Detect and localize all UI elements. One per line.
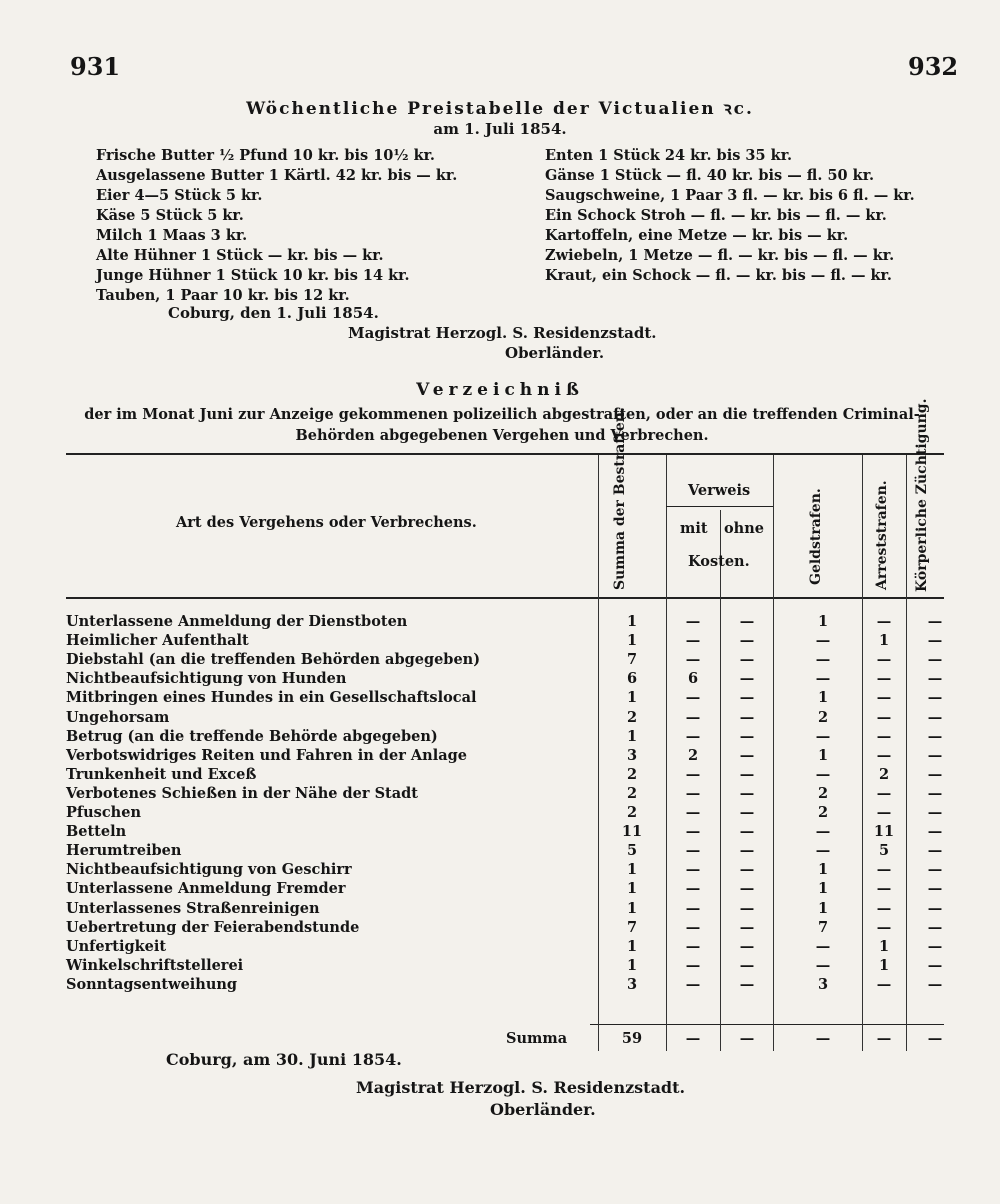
offense-name: Pfuschen xyxy=(66,804,141,821)
cell-geld: 1 xyxy=(817,613,829,630)
table-row xyxy=(66,861,946,880)
cell-geld: 3 xyxy=(817,975,829,993)
cell-ohne: — xyxy=(739,899,755,917)
offense-name: Verbotenes Schießen in der Nähe der Stadt xyxy=(66,784,418,802)
price-item: Frische Butter ½ Pfund 10 kr. bis 10½ kr. xyxy=(96,147,435,164)
table-row xyxy=(66,651,946,670)
verweis-rule xyxy=(666,506,773,507)
price-table-title: Wöchentliche Preistabelle der Victualien ꝛc. xyxy=(246,99,754,119)
offense-name: Ungehorsam xyxy=(66,708,170,726)
cell-ohne: — xyxy=(739,918,755,936)
table-row xyxy=(66,785,946,804)
offense-name: Winkelschriftstellerei xyxy=(66,956,244,974)
price-item: Kraut, ein Schock — fl. — kr. bis — fl. — kr. xyxy=(545,267,892,284)
cell-ohne: — xyxy=(739,632,755,650)
cell-mit: — xyxy=(685,937,701,955)
cell-summa: 1 xyxy=(626,727,638,745)
cell-arrest: — xyxy=(876,708,892,726)
cell-geld: — xyxy=(815,651,831,669)
price-item: Junge Hühner 1 Stück 10 kr. bis 14 kr. xyxy=(96,267,410,284)
cell-summa: 3 xyxy=(626,975,638,993)
summa-dash: — xyxy=(927,1030,943,1047)
table-summa-rule xyxy=(590,1024,944,1025)
cell-geld: — xyxy=(815,937,831,955)
summa-dash: — xyxy=(815,1030,831,1047)
cell-ohne: — xyxy=(739,823,755,841)
closing-signer: Oberländer. xyxy=(490,1100,596,1119)
price-item: Saugschweine, 1 Paar 3 fl. — kr. bis 6 fl. — kr. xyxy=(545,187,915,204)
cell-geld: — xyxy=(815,956,831,974)
col-header-kosten: Kosten. xyxy=(688,553,750,570)
cell-koerper: — xyxy=(927,784,943,802)
cell-koerper: — xyxy=(927,804,943,821)
price-item: Zwiebeln, 1 Metze — fl. — kr. bis — fl. — kr. xyxy=(545,247,895,264)
offense-name: Betrug (an die treffende Behörde abgegeben) xyxy=(66,727,438,745)
table-row xyxy=(66,957,946,976)
cell-summa: 2 xyxy=(626,765,638,783)
cell-arrest: 1 xyxy=(878,956,890,974)
cell-arrest: — xyxy=(876,670,892,688)
cell-mit: — xyxy=(685,899,701,917)
table-row xyxy=(66,823,946,842)
cell-arrest: 1 xyxy=(878,937,890,955)
col-header-arrest: Arreststrafen. xyxy=(874,480,890,590)
cell-geld: 7 xyxy=(817,918,829,936)
verzeichniss-title: Verzeichniß xyxy=(416,380,584,400)
offense-name: Nichtbeaufsichtigung von Hunden xyxy=(66,670,347,688)
cell-mit: — xyxy=(685,861,701,879)
cell-mit: — xyxy=(685,689,701,707)
cell-geld: 2 xyxy=(817,804,829,821)
price-item: Ein Schock Stroh — fl. — kr. bis — fl. — kr. xyxy=(545,207,887,224)
closing-authority: Magistrat Herzogl. S. Residenzstadt. xyxy=(356,1078,686,1097)
cell-summa: 1 xyxy=(626,880,638,898)
cell-ohne: — xyxy=(739,651,755,669)
table-row xyxy=(66,670,946,689)
cell-ohne: — xyxy=(739,937,755,955)
price-table-date: am 1. Juli 1854. xyxy=(433,120,567,138)
price-list-right xyxy=(545,146,915,286)
price-signer: Oberländer. xyxy=(505,344,605,362)
table-row xyxy=(66,880,946,899)
cell-ohne: — xyxy=(739,689,755,707)
cell-ohne: — xyxy=(739,975,755,993)
cell-koerper: — xyxy=(927,765,943,783)
cell-summa: 1 xyxy=(626,632,638,650)
cell-summa: 7 xyxy=(626,918,638,936)
cell-koerper: — xyxy=(927,727,943,745)
cell-arrest: — xyxy=(876,746,892,764)
price-list-left xyxy=(96,146,457,306)
cell-mit: — xyxy=(685,765,701,783)
summa-row xyxy=(66,1030,946,1052)
price-item: Eier 4—5 Stück 5 kr. xyxy=(96,187,263,204)
table-row xyxy=(66,728,946,747)
table-header-rule xyxy=(66,597,944,599)
cell-geld: 1 xyxy=(817,861,829,879)
offense-name: Diebstahl (an die treffenden Behörden abgegeben) xyxy=(66,651,481,669)
cell-ohne: — xyxy=(739,861,755,879)
summa-dash: — xyxy=(739,1030,755,1047)
summa-dash: — xyxy=(685,1030,701,1047)
cell-geld: — xyxy=(815,727,831,745)
table-row xyxy=(66,632,946,651)
cell-koerper: — xyxy=(927,651,943,669)
cell-koerper: — xyxy=(927,937,943,955)
cell-summa: 5 xyxy=(626,842,638,860)
cell-geld: 2 xyxy=(817,708,829,726)
cell-mit: — xyxy=(685,956,701,974)
cell-summa: 3 xyxy=(626,746,638,764)
cell-mit: 2 xyxy=(687,746,699,764)
col-header-mit: mit xyxy=(680,520,708,537)
cell-summa: 1 xyxy=(626,613,638,630)
offense-name: Unterlassenes Straßenreinigen xyxy=(66,899,320,917)
cell-summa: 1 xyxy=(626,689,638,707)
cell-koerper: — xyxy=(927,975,943,993)
price-item: Tauben, 1 Paar 10 kr. bis 12 kr. xyxy=(96,287,350,304)
table-row xyxy=(66,689,946,708)
cell-arrest: — xyxy=(876,975,892,993)
summa-value: 59 xyxy=(621,1030,643,1047)
offense-name: Nichtbeaufsichtigung von Geschirr xyxy=(66,861,352,879)
page-number-left: 931 xyxy=(70,52,121,81)
table-row xyxy=(66,976,946,995)
table-row xyxy=(66,938,946,957)
cell-geld: — xyxy=(815,823,831,841)
cell-mit: — xyxy=(685,804,701,821)
cell-ohne: — xyxy=(739,746,755,764)
cell-arrest: — xyxy=(876,689,892,707)
table-row xyxy=(66,766,946,785)
cell-summa: 2 xyxy=(626,784,638,802)
offense-name: Herumtreiben xyxy=(66,842,182,860)
cell-summa: 11 xyxy=(621,823,643,841)
table-row xyxy=(66,747,946,766)
price-item: Milch 1 Maas 3 kr. xyxy=(96,227,248,244)
cell-summa: 2 xyxy=(626,804,638,821)
cell-koerper: — xyxy=(927,670,943,688)
cell-arrest: 11 xyxy=(873,823,895,841)
price-item: Gänse 1 Stück — fl. 40 kr. bis — fl. 50 kr. xyxy=(545,167,875,184)
table-row xyxy=(66,842,946,861)
cell-mit: — xyxy=(685,784,701,802)
cell-ohne: — xyxy=(739,727,755,745)
cell-ohne: — xyxy=(739,708,755,726)
cell-summa: 1 xyxy=(626,899,638,917)
verzeichniss-description: der im Monat Juni zur Anzeige gekommenen polizeilich abgestraften, oder an die treffenden Criminal-Behörden abgegebenen Vergehen und Verbrechen. xyxy=(84,406,920,444)
offense-name: Trunkenheit und Exceß xyxy=(66,765,257,783)
cell-mit: — xyxy=(685,823,701,841)
price-place-date: Coburg, den 1. Juli 1854. xyxy=(168,304,379,322)
cell-arrest: — xyxy=(876,651,892,669)
cell-koerper: — xyxy=(927,689,943,707)
cell-koerper: — xyxy=(927,746,943,764)
col-header-geld: Geldstrafen. xyxy=(808,488,824,585)
cell-mit: — xyxy=(685,842,701,860)
offense-name: Heimlicher Aufenthalt xyxy=(66,632,249,650)
table-row xyxy=(66,919,946,938)
cell-geld: — xyxy=(815,842,831,860)
cell-geld: 1 xyxy=(817,899,829,917)
col-header-koerper: Körperliche Züchtigung. xyxy=(914,398,930,592)
cell-arrest: 1 xyxy=(878,632,890,650)
offense-name: Mitbringen eines Hundes in ein Gesellschaftslocal xyxy=(66,689,477,707)
cell-koerper: — xyxy=(927,861,943,879)
cell-mit: — xyxy=(685,632,701,650)
price-item: Enten 1 Stück 24 kr. bis 35 kr. xyxy=(545,147,793,164)
cell-summa: 1 xyxy=(626,861,638,879)
table-row xyxy=(66,804,946,823)
price-item: Käse 5 Stück 5 kr. xyxy=(96,207,244,224)
cell-geld: 1 xyxy=(817,880,829,898)
price-authority: Magistrat Herzogl. S. Residenzstadt. xyxy=(348,324,657,342)
offense-name: Unterlassene Anmeldung Fremder xyxy=(66,880,346,898)
cell-koerper: — xyxy=(927,918,943,936)
price-item: Ausgelassene Butter 1 Kärtl. 42 kr. bis — kr. xyxy=(96,167,458,184)
summa-dash: — xyxy=(876,1030,892,1047)
cell-geld: 1 xyxy=(817,746,829,764)
table-row xyxy=(66,613,946,632)
col-header-summa: Summa der Bestraften. xyxy=(612,407,628,590)
cell-geld: — xyxy=(815,670,831,688)
cell-geld: 2 xyxy=(817,784,829,802)
cell-koerper: — xyxy=(927,880,943,898)
cell-mit: — xyxy=(685,975,701,993)
cell-arrest: 2 xyxy=(878,765,890,783)
cell-mit: 6 xyxy=(687,670,699,688)
col-header-ohne: ohne xyxy=(724,520,764,537)
cell-ohne: — xyxy=(739,765,755,783)
cell-ohne: — xyxy=(739,670,755,688)
cell-arrest: — xyxy=(876,861,892,879)
cell-koerper: — xyxy=(927,708,943,726)
offense-name: Unterlassene Anmeldung der Dienstboten xyxy=(66,613,408,630)
cell-summa: 1 xyxy=(626,937,638,955)
cell-arrest: — xyxy=(876,784,892,802)
cell-arrest: — xyxy=(876,613,892,630)
summa-label: Summa xyxy=(506,1030,568,1047)
cell-summa: 2 xyxy=(626,708,638,726)
cell-summa: 7 xyxy=(626,651,638,669)
cell-arrest: — xyxy=(876,880,892,898)
cell-koerper: — xyxy=(927,842,943,860)
cell-summa: 1 xyxy=(626,956,638,974)
cell-arrest: — xyxy=(876,804,892,821)
cell-mit: — xyxy=(685,918,701,936)
cell-arrest: 5 xyxy=(878,842,890,860)
page-number-right: 932 xyxy=(908,52,959,81)
cell-mit: — xyxy=(685,727,701,745)
cell-arrest: — xyxy=(876,727,892,745)
cell-mit: — xyxy=(685,651,701,669)
col-header-verweis: Verweis xyxy=(688,482,751,499)
cell-mit: — xyxy=(685,880,701,898)
cell-mit: — xyxy=(685,708,701,726)
table-row xyxy=(66,709,946,728)
cell-ohne: — xyxy=(739,784,755,802)
cell-arrest: — xyxy=(876,899,892,917)
cell-geld: — xyxy=(815,632,831,650)
cell-ohne: — xyxy=(739,842,755,860)
table-row xyxy=(66,900,946,919)
offense-name: Verbotswidriges Reiten und Fahren in der Anlage xyxy=(66,746,467,764)
cell-koerper: — xyxy=(927,823,943,841)
cell-geld: 1 xyxy=(817,689,829,707)
table-top-rule xyxy=(66,453,944,455)
offense-name: Sonntagsentweihung xyxy=(66,975,238,993)
col-header-art: Art des Vergehens oder Verbrechens. xyxy=(176,514,477,531)
cell-ohne: — xyxy=(739,804,755,821)
price-item: Alte Hühner 1 Stück — kr. bis — kr. xyxy=(96,247,384,264)
cell-koerper: — xyxy=(927,632,943,650)
cell-ohne: — xyxy=(739,956,755,974)
cell-koerper: — xyxy=(927,899,943,917)
cell-koerper: — xyxy=(927,956,943,974)
cell-koerper: — xyxy=(927,613,943,630)
cell-ohne: — xyxy=(739,880,755,898)
cell-summa: 6 xyxy=(626,670,638,688)
cell-ohne: — xyxy=(739,613,755,630)
offense-name: Betteln xyxy=(66,823,127,841)
cell-geld: — xyxy=(815,765,831,783)
price-item: Kartoffeln, eine Metze — kr. bis — kr. xyxy=(545,227,849,244)
cell-mit: — xyxy=(685,613,701,630)
offense-name: Unfertigkeit xyxy=(66,937,167,955)
cell-arrest: — xyxy=(876,918,892,936)
offense-name: Uebertretung der Feierabendstunde xyxy=(66,918,360,936)
closing-place-date: Coburg, am 30. Juni 1854. xyxy=(166,1050,402,1069)
